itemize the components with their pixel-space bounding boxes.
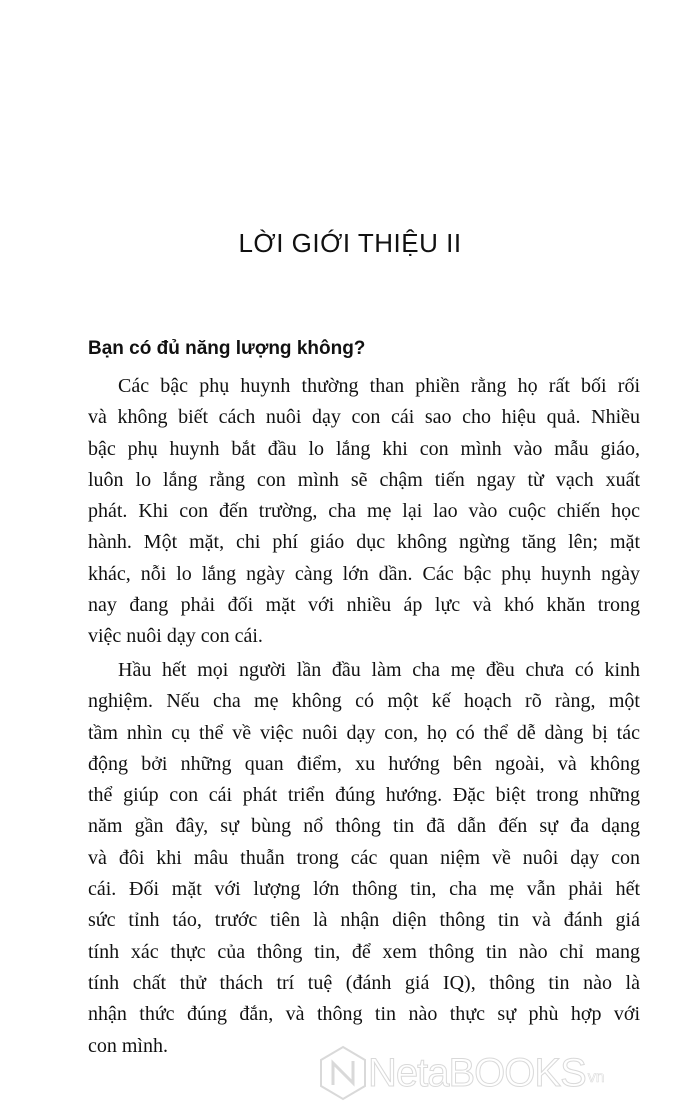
paragraph-2 [88,655,640,1062]
section-heading: Bạn có đủ năng lượng không? [88,338,366,359]
text-line: cái. Đối mặt với lượng lớn thông tin, cha mẹ vẫn phải hết [88,878,640,901]
text-line: nghiệm. Nếu cha mẹ không có một kế hoạch rõ ràng, một [88,690,640,713]
text-line: phát. Khi con đến trường, cha mẹ lại lao vào cuộc chiến học [88,500,640,523]
text-line: tầm nhìn cụ thể về việc nuôi dạy con, họ có thể dễ dàng bị tác [88,721,640,744]
text-line: Các bậc phụ huynh thường than phiền rằng họ rất bối rối [118,375,640,397]
text-line: và không biết cách nuôi dạy con cái sao cho hiệu quả. Nhiều [88,406,640,429]
text-line: khác, nỗi lo lắng ngày càng lớn dần. Các bậc phụ huynh ngày [88,562,640,585]
text-line: thể giúp con cái phát triển đúng hướng. Đặc biệt trong những [88,784,640,807]
watermark-logo [318,1045,605,1101]
text-line: và đôi khi mâu thuẫn trong các quan niệm về nuôi dạy con [88,846,640,869]
paragraph-1 [88,371,640,653]
text-line: nay đang phải đối mặt với nhiều áp lực và khó khăn trong [88,594,640,617]
chapter-title: LỜI GIỚI THIỆU II [238,228,462,258]
text-line: Hầu hết mọi người lần đầu làm cha mẹ đều chưa có kinh [118,659,640,681]
text-line: việc nuôi dạy con cái. [88,625,263,648]
text-line: sức tỉnh táo, trước tiên là nhận diện thông tin và đánh giá [88,909,640,932]
text-line: con mình. [88,1034,168,1057]
text-line: năm gần đây, sự bùng nổ thông tin đã dẫn đến sự đa dạng [88,815,640,838]
text-line: nhận thức đúng đắn, và thông tin nào thực sự phù hợp với [88,1003,640,1026]
text-line: động bởi những quan điểm, xu hướng bên ngoài, và không [88,752,640,775]
text-line: luôn lo lắng rằng con mình sẽ chậm tiến ngay từ vạch xuất [88,468,640,491]
watermark-suffix: vn [587,1069,605,1086]
text-line: tính xác thực của thông tin, để xem thông tin nào chỉ mang [88,940,640,963]
watermark-brand: NetaBOOKS [368,1050,586,1095]
text-line: bậc phụ huynh bắt đầu lo lắng khi con mình vào mẫu giáo, [88,437,640,460]
netabooks-logo-icon [318,1045,368,1101]
text-line: tính chất thử thách trí tuệ (đánh giá IQ), thông tin nào là [88,971,640,994]
text-line: hành. Một mặt, chi phí giáo dục không ngừng tăng lên; mặt [88,531,640,554]
